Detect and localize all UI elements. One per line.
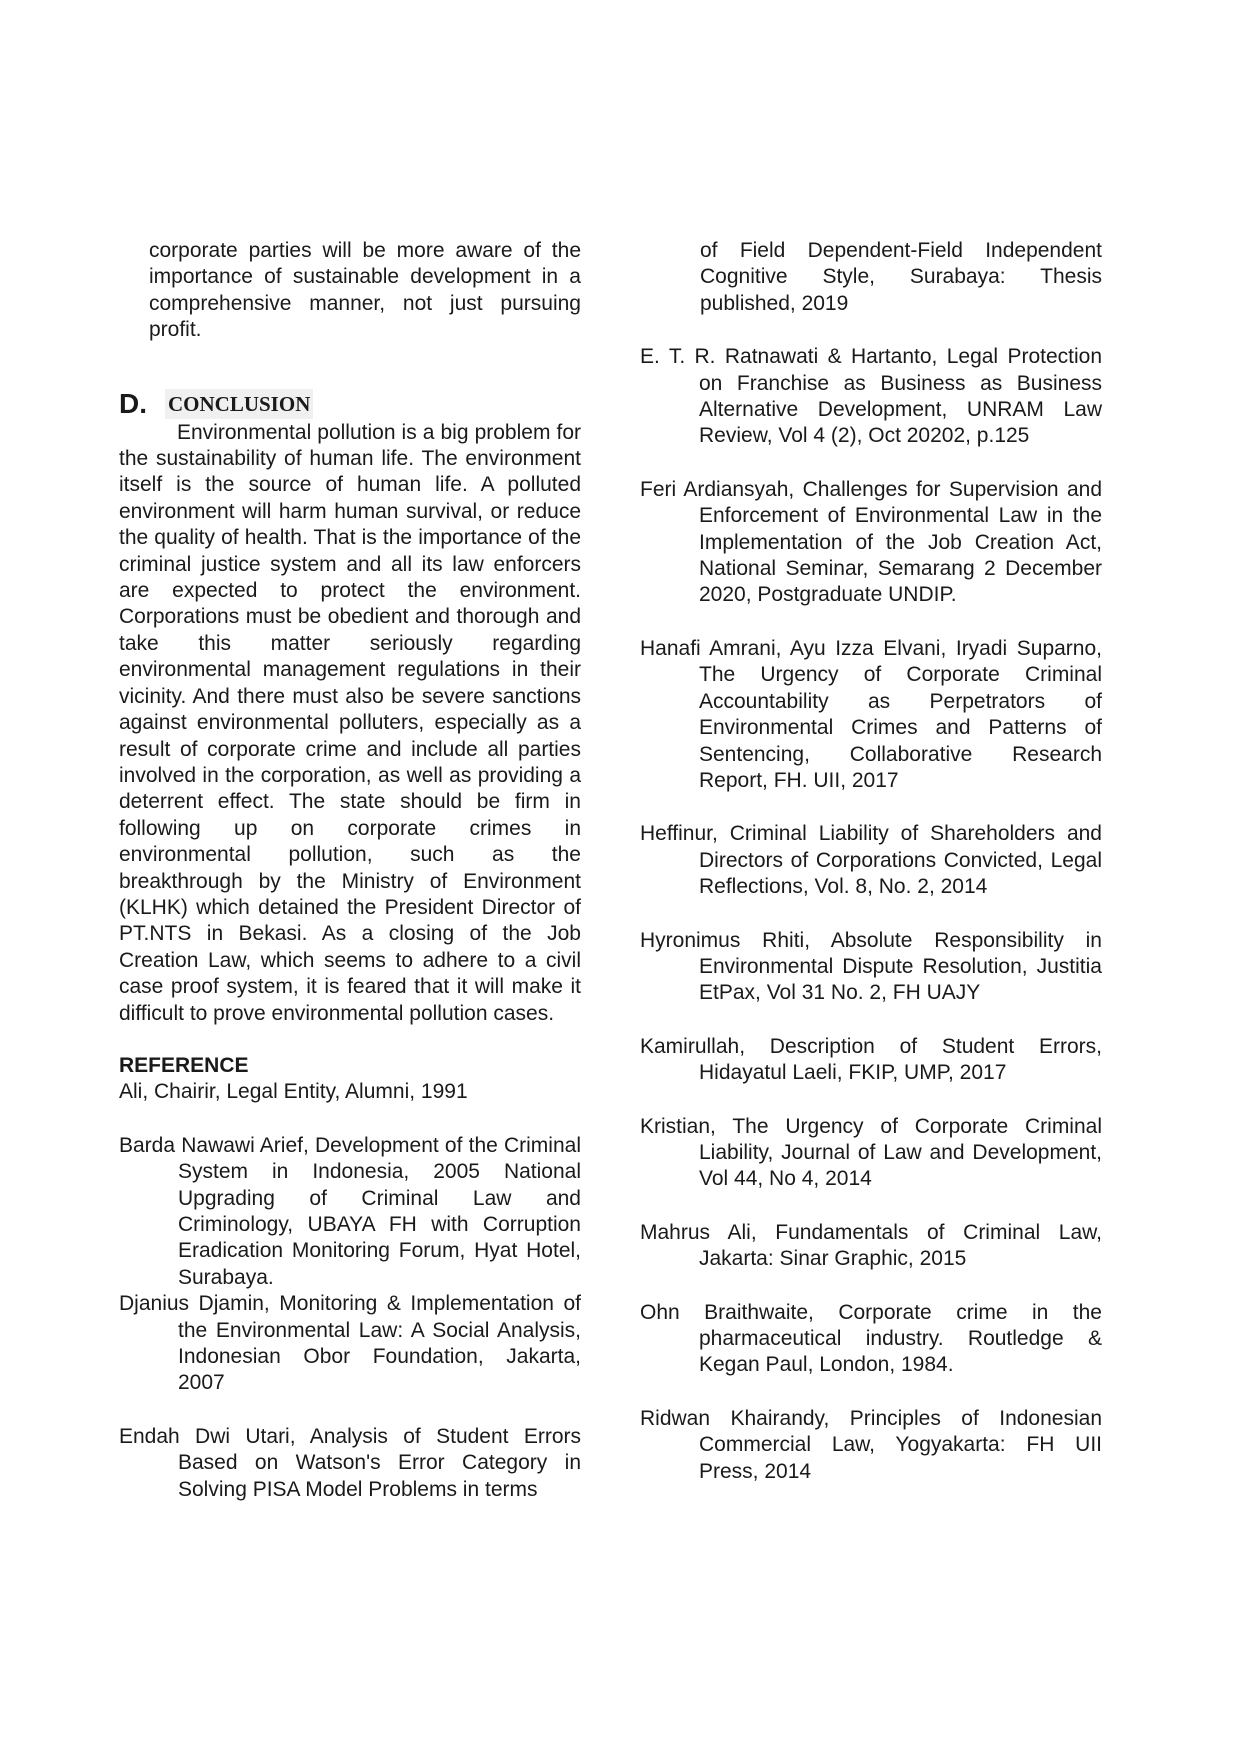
continued-paragraph: corporate parties will be more aware of the importance of sustainable development in a comprehensive manner, not just pursuing profit.	[149, 239, 581, 342]
reference-item: Ridwan Khairandy, Principles of Indonesian Commercial Law, Yogyakarta: FH UII Press, 2014	[640, 1406, 1102, 1483]
reference-item: Ohn Braithwaite, Corporate crime in the pharmaceutical industry. Routledge & Kegan Paul, London, 1984.	[640, 1300, 1102, 1377]
reference-item: Mahrus Ali, Fundamentals of Criminal Law, Jakarta: Sinar Graphic, 2015	[640, 1220, 1102, 1271]
reference-item: E. T. R. Ratnawati & Hartanto, Legal Protection on Franchise as Business as Business Alternative Development, UNRAM Law Review, Vol 4 (2), Oct 20202, p.125	[640, 345, 1102, 448]
reference-item: Kamirullah, Description of Student Errors, Hidayatul Laeli, FKIP, UMP, 2017	[640, 1034, 1102, 1085]
reference-item: Djanius Djamin, Monitoring & Implementation of the Environmental Law: A Social Analysis, Indonesian Obor Foundation, Jakarta, 2007	[119, 1292, 581, 1395]
reference-item: Hanafi Amrani, Ayu Izza Elvani, Iryadi Suparno, The Urgency of Corporate Criminal Accountability as Perpetrators of Environmental Crimes and Patterns of Sentencing, Collaborative Research Report, FH. UII, 2017	[640, 636, 1102, 792]
left-column	[119, 238, 581, 1530]
section-heading	[119, 389, 581, 419]
reference-item: Kristian, The Urgency of Corporate Criminal Liability, Journal of Law and Development, Vol 44, No 4, 2014	[640, 1114, 1102, 1191]
section-letter: D.	[119, 387, 147, 419]
section-title: CONCLUSION	[165, 389, 313, 419]
reference-item: Ali, Chairir, Legal Entity, Alumni, 1991	[119, 1080, 468, 1104]
reference-item: Hyronimus Rhiti, Absolute Responsibility in Environmental Dispute Resolution, Justitia EtPax, Vol 31 No. 2, FH UAJY	[640, 928, 1102, 1005]
reference-item: Feri Ardiansyah, Challenges for Supervision and Enforcement of Environmental Law in the Implementation of the Job Creation Act, National Seminar, Semarang 2 December 2020, Postgraduate UNDIP.	[640, 477, 1102, 607]
reference-item: Heffinur, Criminal Liability of Shareholders and Directors of Corporations Convicted, Legal Reflections, Vol. 8, No. 2, 2014	[640, 822, 1102, 899]
reference-item: Barda Nawawi Arief, Development of the Criminal System in Indonesia, 2005 National Upgrading of Criminal Law and Criminology, UBAYA FH with Corruption Eradication Monitoring Forum, Hyat Hotel, Surabaya.	[119, 1133, 581, 1289]
right-column	[640, 238, 1102, 1512]
reference-heading: REFERENCE	[119, 1053, 249, 1077]
conclusion-paragraph: Environmental pollution is a big problem for the sustainability of human life. The environment itself is the source of human life. A polluted environment will harm human survival, or reduce the quality of health. That is the importance of the criminal justice system and all its law enforcers are expected to protect the environment. Corporations must be obedient and thorough and take this matter seriously regarding environmental management regulations in their vicinity. And there must also be severe sanctions against environmental polluters, especially as a result of corporate crime and include all parties involved in the corporation, as well as providing a deterrent effect. The state should be firm in following up on corporate crimes in environmental pollution, such as the breakthrough by the Ministry of Environment (KLHK) which detained the President Director of PT.NTS in Bekasi. As a closing of the Job Creation Law, which seems to adhere to a civil case proof system, it is feared that it will make it difficult to prove environmental pollution cases.	[119, 420, 581, 1025]
continued-reference: of Field Dependent-Field Independent Cognitive Style, Surabaya: Thesis published, 2019	[700, 239, 1102, 315]
reference-item: Endah Dwi Utari, Analysis of Student Errors Based on Watson's Error Category in Solving PISA Model Problems in terms	[119, 1424, 581, 1501]
